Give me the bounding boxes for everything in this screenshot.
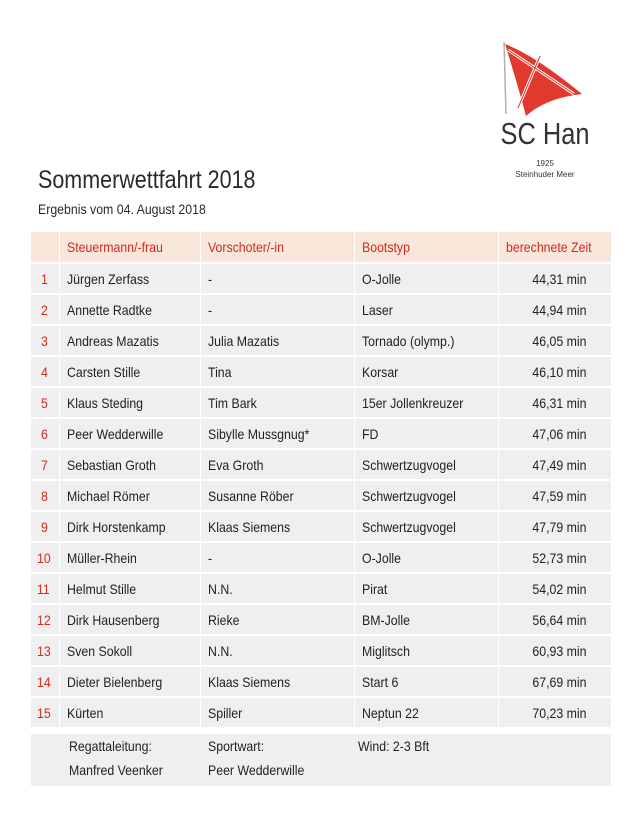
club-founding-year: 1925 — [536, 159, 554, 168]
cell-boat-type: O-Jolle — [354, 542, 498, 573]
page-subtitle: Ergebnis vom 04. August 2018 — [38, 201, 206, 217]
cell-calculated-time: 60,93 min — [498, 635, 611, 666]
club-name: SC Han — [500, 116, 590, 151]
cell-rank: 2 — [31, 294, 59, 325]
cell-boat-type: Start 6 — [354, 666, 498, 697]
header-calculated-time: berechnete Zeit — [498, 232, 611, 263]
page-title: Sommerwettfahrt 2018 — [38, 166, 256, 194]
cell-crew: N.N. — [200, 573, 354, 604]
cell-calculated-time: 54,02 min — [498, 573, 611, 604]
cell-rank: 9 — [31, 511, 59, 542]
cell-calculated-time: 46,10 min — [498, 356, 611, 387]
results-table — [31, 232, 612, 729]
table-row — [31, 511, 611, 542]
cell-helmsman: Müller-Rhein — [59, 542, 200, 573]
cell-crew: - — [200, 294, 354, 325]
cell-crew: Susanne Röber — [200, 480, 354, 511]
cell-calculated-time: 56,64 min — [498, 604, 611, 635]
cell-helmsman: Kürten — [59, 697, 200, 728]
cell-crew: Klaas Siemens — [200, 666, 354, 697]
footer-info — [31, 734, 611, 786]
cell-helmsman: Sebastian Groth — [59, 449, 200, 480]
cell-rank: 10 — [31, 542, 59, 573]
cell-crew: N.N. — [200, 635, 354, 666]
cell-calculated-time: 52,73 min — [498, 542, 611, 573]
cell-helmsman: Helmut Stille — [59, 573, 200, 604]
table-row — [31, 666, 611, 697]
cell-boat-type: BM-Jolle — [354, 604, 498, 635]
cell-crew: Julia Mazatis — [200, 325, 354, 356]
cell-calculated-time: 47,59 min — [498, 480, 611, 511]
cell-crew: Spiller — [200, 697, 354, 728]
table-row — [31, 697, 611, 728]
cell-rank: 14 — [31, 666, 59, 697]
table-row — [31, 635, 611, 666]
sport-warden-name: Peer Wedderwille — [208, 762, 305, 778]
cell-crew: Tina — [200, 356, 354, 387]
cell-boat-type: O-Jolle — [354, 263, 498, 294]
cell-calculated-time: 44,94 min — [498, 294, 611, 325]
table-row — [31, 325, 611, 356]
cell-boat-type: Miglitsch — [354, 635, 498, 666]
wind-info: Wind: 2-3 Bft — [358, 738, 430, 754]
cell-rank: 3 — [31, 325, 59, 356]
table-row — [31, 418, 611, 449]
table-row — [31, 480, 611, 511]
cell-calculated-time: 47,06 min — [498, 418, 611, 449]
cell-crew: Klaas Siemens — [200, 511, 354, 542]
cell-helmsman: Klaus Steding — [59, 387, 200, 418]
cell-boat-type: Korsar — [354, 356, 498, 387]
club-location: Steinhuder Meer — [515, 170, 575, 179]
table-row — [31, 604, 611, 635]
cell-rank: 4 — [31, 356, 59, 387]
cell-crew: Sibylle Mussgnug* — [200, 418, 354, 449]
table-row — [31, 263, 611, 294]
cell-crew: - — [200, 263, 354, 294]
cell-crew: Tim Bark — [200, 387, 354, 418]
cell-boat-type: 15er Jollenkreuzer — [354, 387, 498, 418]
cell-boat-type: FD — [354, 418, 498, 449]
cell-crew: Rieke — [200, 604, 354, 635]
cell-helmsman: Michael Römer — [59, 480, 200, 511]
club-flag-icon — [496, 36, 586, 116]
cell-calculated-time: 47,79 min — [498, 511, 611, 542]
table-row — [31, 294, 611, 325]
table-row — [31, 573, 611, 604]
cell-boat-type: Schwertzugvogel — [354, 449, 498, 480]
cell-boat-type: Laser — [354, 294, 498, 325]
header-rank — [31, 232, 59, 263]
cell-crew: - — [200, 542, 354, 573]
regatta-lead-name: Manfred Veenker — [69, 762, 163, 778]
cell-rank: 6 — [31, 418, 59, 449]
cell-helmsman: Carsten Stille — [59, 356, 200, 387]
cell-rank: 1 — [31, 263, 59, 294]
cell-helmsman: Dirk Hausenberg — [59, 604, 200, 635]
cell-rank: 11 — [31, 573, 59, 604]
cell-boat-type: Schwertzugvogel — [354, 511, 498, 542]
club-logo — [490, 36, 600, 186]
header-helmsman: Steuermann/-frau — [59, 232, 200, 263]
cell-boat-type: Neptun 22 — [354, 697, 498, 728]
regatta-lead-label: Regattaleitung: — [69, 738, 152, 754]
cell-boat-type: Tornado (olymp.) — [354, 325, 498, 356]
cell-calculated-time: 44,31 min — [498, 263, 611, 294]
cell-helmsman: Jürgen Zerfass — [59, 263, 200, 294]
cell-rank: 8 — [31, 480, 59, 511]
table-row — [31, 387, 611, 418]
header-boat-type: Bootstyp — [354, 232, 498, 263]
cell-rank: 15 — [31, 697, 59, 728]
cell-calculated-time: 67,69 min — [498, 666, 611, 697]
cell-calculated-time: 47,49 min — [498, 449, 611, 480]
cell-calculated-time: 46,05 min — [498, 325, 611, 356]
cell-boat-type: Pirat — [354, 573, 498, 604]
cell-helmsman: Peer Wedderwille — [59, 418, 200, 449]
table-header-row — [31, 232, 611, 263]
cell-helmsman: Sven Sokoll — [59, 635, 200, 666]
table-row — [31, 356, 611, 387]
cell-rank: 5 — [31, 387, 59, 418]
cell-rank: 7 — [31, 449, 59, 480]
sport-warden-label: Sportwart: — [208, 738, 265, 754]
header-crew: Vorschoter/-in — [200, 232, 354, 263]
cell-helmsman: Dieter Bielenberg — [59, 666, 200, 697]
cell-rank: 13 — [31, 635, 59, 666]
cell-calculated-time: 70,23 min — [498, 697, 611, 728]
cell-helmsman: Annette Radtke — [59, 294, 200, 325]
cell-crew: Eva Groth — [200, 449, 354, 480]
cell-helmsman: Dirk Horstenkamp — [59, 511, 200, 542]
table-row — [31, 542, 611, 573]
table-row — [31, 449, 611, 480]
cell-rank: 12 — [31, 604, 59, 635]
cell-boat-type: Schwertzugvogel — [354, 480, 498, 511]
cell-calculated-time: 46,31 min — [498, 387, 611, 418]
cell-helmsman: Andreas Mazatis — [59, 325, 200, 356]
